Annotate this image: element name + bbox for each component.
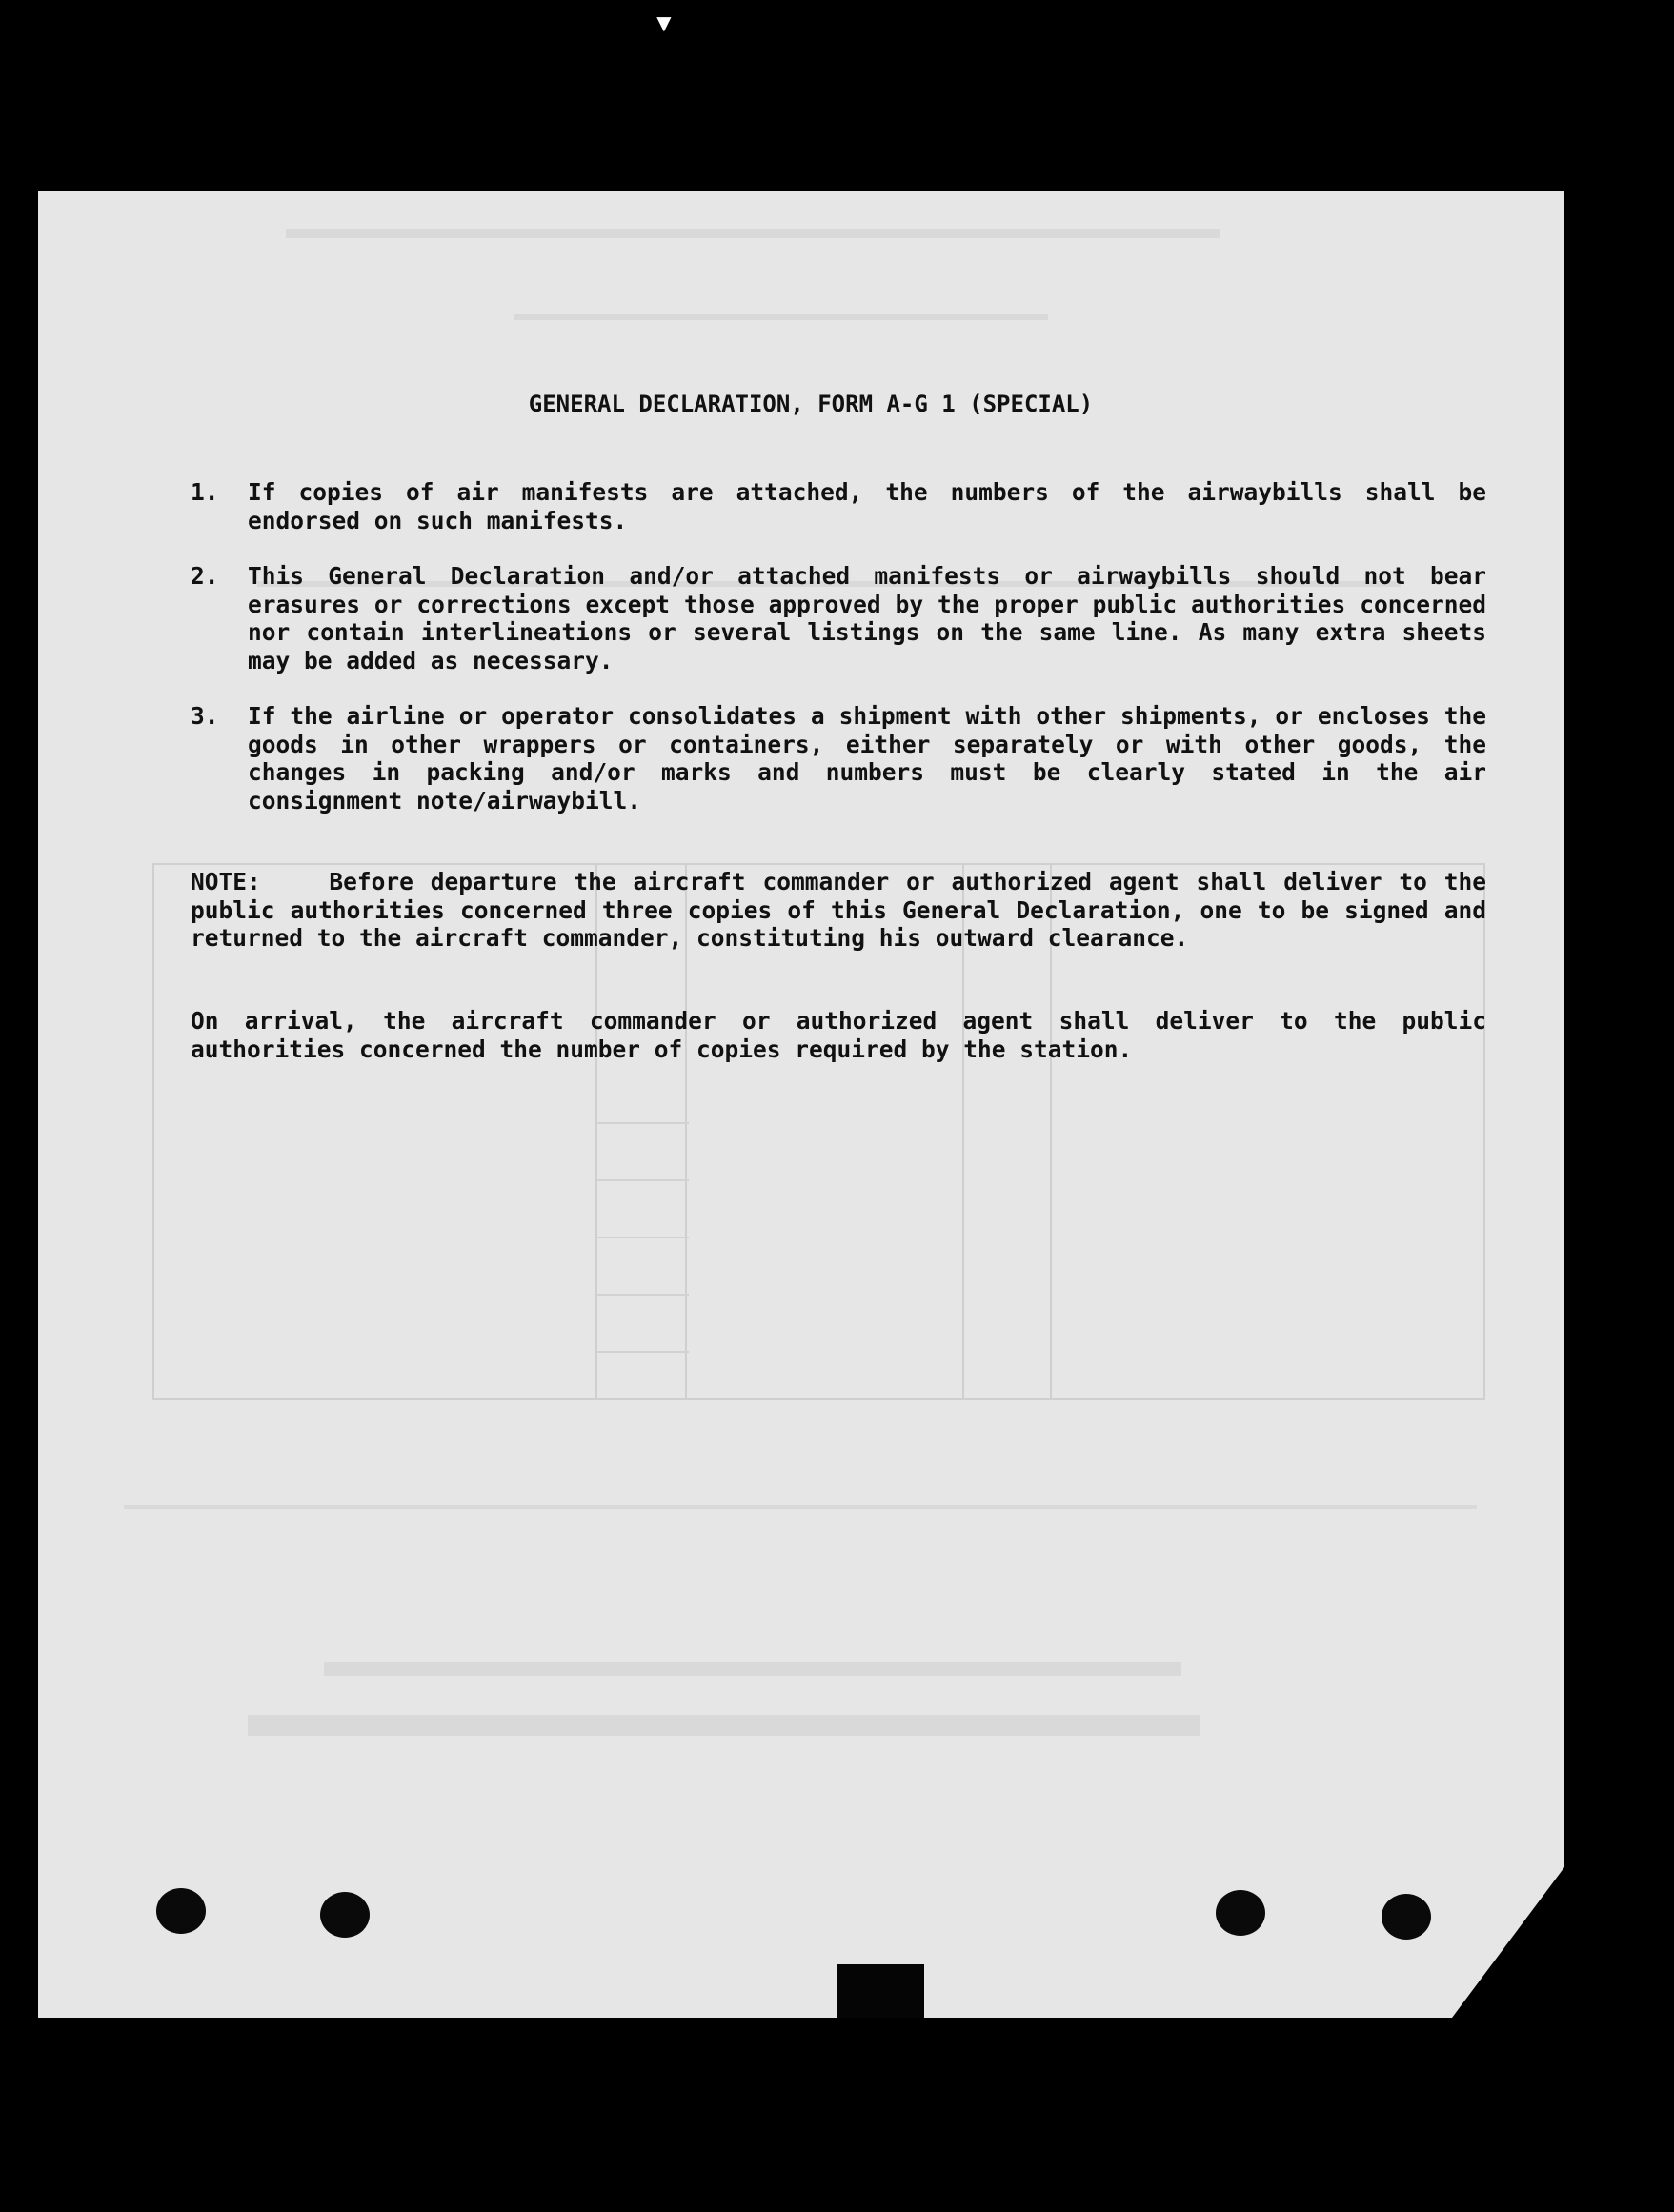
instruction-text: This General Declaration and/or attached manifests or airwaybills should not bear erasures or corrections except those approved by the proper public authorities concerned nor contain interlineations or several listings on the same line. As many extra sheets may be added as necessary. [248,562,1486,674]
bleed-through-line [286,229,1220,238]
bleed-through-line [514,314,1048,320]
bleed-through-row [597,1179,689,1181]
instruction-number: 2. [191,562,219,590]
bleed-through-row [597,1294,689,1296]
instruction-number: 1. [191,478,219,506]
punch-hole [320,1892,370,1938]
bleed-through-row [597,1122,689,1124]
punch-hole [1382,1894,1431,1940]
punch-hole [1216,1890,1265,1936]
instruction-item-2 [191,562,1486,674]
bleed-through-line [324,1662,1181,1676]
binder-tab [837,1964,924,2018]
instruction-item-3 [191,702,1486,814]
punch-hole [156,1888,206,1934]
instruction-text: If the airline or operator consolidates a shipment with other shipments, or encloses the goods in other wrappers or containers, either separately or with other goods, the changes in packing and/or marks and numbers must be clearly stated in the air consignment note/airwaybill. [248,702,1486,814]
document-title: GENERAL DECLARATION, FORM A-G 1 (SPECIAL) [528,391,1094,417]
folded-corner [1452,1867,1564,2018]
bleed-through-row [597,1351,689,1353]
instruction-text: If copies of air manifests are attached, the numbers of the airwaybills shall be endorsed on such manifests. [248,478,1486,534]
bleed-through-row [597,1237,689,1238]
document-sheet [38,191,1564,2018]
arrival-note: On arrival, the aircraft commander or authorized agent shall deliver to the public authorities concerned the number of copies required by the station. [191,1007,1486,1063]
instruction-item-1 [191,478,1486,534]
bleed-through-line [248,1715,1200,1736]
scan-mark: ▼ [652,10,676,37]
instruction-number: 3. [191,702,219,730]
bleed-through-line [124,1505,1477,1509]
departure-note: NOTE: Before departure the aircraft commander or authorized agent shall deliver to the public authorities concerned three copies of this General Declaration, one to be signed and returned to the aircraft commander, constituting his outward clearance. [191,868,1501,952]
